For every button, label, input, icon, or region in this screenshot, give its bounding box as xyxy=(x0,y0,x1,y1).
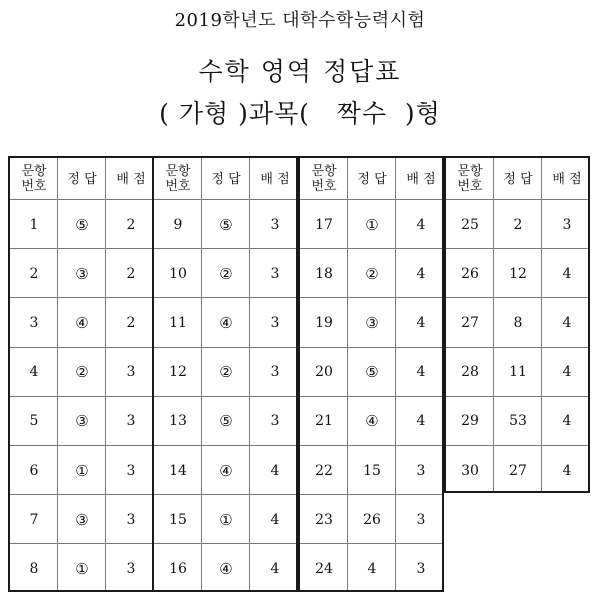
question-number: 5 xyxy=(29,413,39,430)
question-number: 2 xyxy=(29,265,39,282)
score-value: 4 xyxy=(562,265,572,282)
answer-value: ③ xyxy=(365,313,379,332)
question-number: 15 xyxy=(169,511,187,528)
answer-value: ⑤ xyxy=(219,412,233,431)
answer-value: ② xyxy=(365,264,379,283)
score-value: 3 xyxy=(126,511,136,528)
question-number: 23 xyxy=(315,511,333,528)
score-value: 4 xyxy=(416,364,426,381)
question-number: 27 xyxy=(461,314,479,331)
score-value: 4 xyxy=(416,265,426,282)
question-number: 25 xyxy=(461,216,479,233)
question-number: 8 xyxy=(29,560,39,577)
answer-value: ⑤ xyxy=(365,363,379,382)
answer-value: ① xyxy=(75,559,89,578)
score-value: 4 xyxy=(416,413,426,430)
header-score: 배 점 xyxy=(260,171,290,187)
question-number: 30 xyxy=(461,462,479,479)
score-value: 3 xyxy=(416,462,426,479)
answer-value: 26 xyxy=(363,511,381,528)
header-score: 배 점 xyxy=(552,171,582,187)
score-value: 4 xyxy=(270,511,280,528)
question-number: 29 xyxy=(461,413,479,430)
score-value: 2 xyxy=(126,265,136,282)
question-number: 6 xyxy=(29,462,39,479)
page-title: 수학 영역 정답표 xyxy=(198,57,402,86)
question-number: 9 xyxy=(173,216,183,233)
answer-value: 15 xyxy=(363,462,381,479)
answer-value: 2 xyxy=(513,216,523,233)
score-value: 4 xyxy=(562,413,572,430)
answer-value: 11 xyxy=(509,364,527,381)
header-answer: 정 답 xyxy=(503,171,533,187)
header-score: 배 점 xyxy=(116,171,146,187)
answer-value: ① xyxy=(365,215,379,234)
answer-value: 53 xyxy=(509,413,527,430)
header-answer: 정 답 xyxy=(357,171,387,187)
header-score: 배 점 xyxy=(406,171,436,187)
answer-block xyxy=(152,156,298,592)
answer-value: ④ xyxy=(219,313,233,332)
question-number: 16 xyxy=(169,560,187,577)
score-value: 4 xyxy=(416,314,426,331)
score-value: 3 xyxy=(270,314,280,331)
score-value: 4 xyxy=(270,462,280,479)
question-number: 22 xyxy=(315,462,333,479)
answer-value: ① xyxy=(219,510,233,529)
score-value: 4 xyxy=(562,462,572,479)
answer-value: ⑤ xyxy=(75,215,89,234)
question-number: 28 xyxy=(461,364,479,381)
answer-value: 27 xyxy=(509,462,527,479)
score-value: 3 xyxy=(126,413,136,430)
score-value: 3 xyxy=(126,560,136,577)
header-number: 문항 번호 xyxy=(21,164,47,194)
question-number: 4 xyxy=(29,364,39,381)
question-number: 21 xyxy=(315,413,333,430)
answer-block xyxy=(298,156,444,592)
header-answer: 정 답 xyxy=(67,171,97,187)
answer-value: ④ xyxy=(75,313,89,332)
header-number: 문항 번호 xyxy=(165,164,191,194)
subject-type-line: ( 가형 )과목( 짝수 )형 xyxy=(159,99,441,128)
score-value: 3 xyxy=(416,560,426,577)
question-number: 19 xyxy=(315,314,333,331)
question-number: 14 xyxy=(169,462,187,479)
score-value: 3 xyxy=(270,413,280,430)
answer-value: 12 xyxy=(509,265,527,282)
answer-value: ② xyxy=(219,363,233,382)
question-number: 20 xyxy=(315,364,333,381)
score-value: 2 xyxy=(126,216,136,233)
score-value: 2 xyxy=(126,314,136,331)
answer-value: ② xyxy=(75,363,89,382)
answer-value: ③ xyxy=(75,412,89,431)
header-answer: 정 답 xyxy=(211,171,241,187)
answer-value: ④ xyxy=(219,559,233,578)
answer-value: ④ xyxy=(219,461,233,480)
score-value: 4 xyxy=(562,314,572,331)
question-number: 11 xyxy=(169,314,187,331)
answer-value: ③ xyxy=(75,510,89,529)
header-number: 문항 번호 xyxy=(457,164,483,194)
answer-value: ① xyxy=(75,461,89,480)
answer-value: ③ xyxy=(75,264,89,283)
answer-value: ② xyxy=(219,264,233,283)
score-value: 3 xyxy=(270,265,280,282)
question-number: 24 xyxy=(315,560,333,577)
answer-value: 8 xyxy=(513,314,523,331)
question-number: 17 xyxy=(315,216,333,233)
question-number: 7 xyxy=(29,511,39,528)
score-value: 4 xyxy=(270,560,280,577)
question-number: 12 xyxy=(169,364,187,381)
question-number: 18 xyxy=(315,265,333,282)
answer-value: 4 xyxy=(367,560,377,577)
score-value: 3 xyxy=(416,511,426,528)
answer-value: ⑤ xyxy=(219,215,233,234)
exam-title: 2019학년도 대학수학능력시험 xyxy=(174,10,426,31)
header-number: 문항 번호 xyxy=(311,164,337,194)
score-value: 4 xyxy=(416,216,426,233)
score-value: 4 xyxy=(562,364,572,381)
answer-block xyxy=(444,156,590,493)
score-value: 3 xyxy=(562,216,572,233)
score-value: 3 xyxy=(126,462,136,479)
answer-value: ④ xyxy=(365,412,379,431)
question-number: 13 xyxy=(169,413,187,430)
question-number: 1 xyxy=(29,216,39,233)
question-number: 26 xyxy=(461,265,479,282)
score-value: 3 xyxy=(270,216,280,233)
question-number: 10 xyxy=(169,265,187,282)
score-value: 3 xyxy=(126,364,136,381)
score-value: 3 xyxy=(270,364,280,381)
answer-block xyxy=(8,156,154,592)
question-number: 3 xyxy=(29,314,39,331)
